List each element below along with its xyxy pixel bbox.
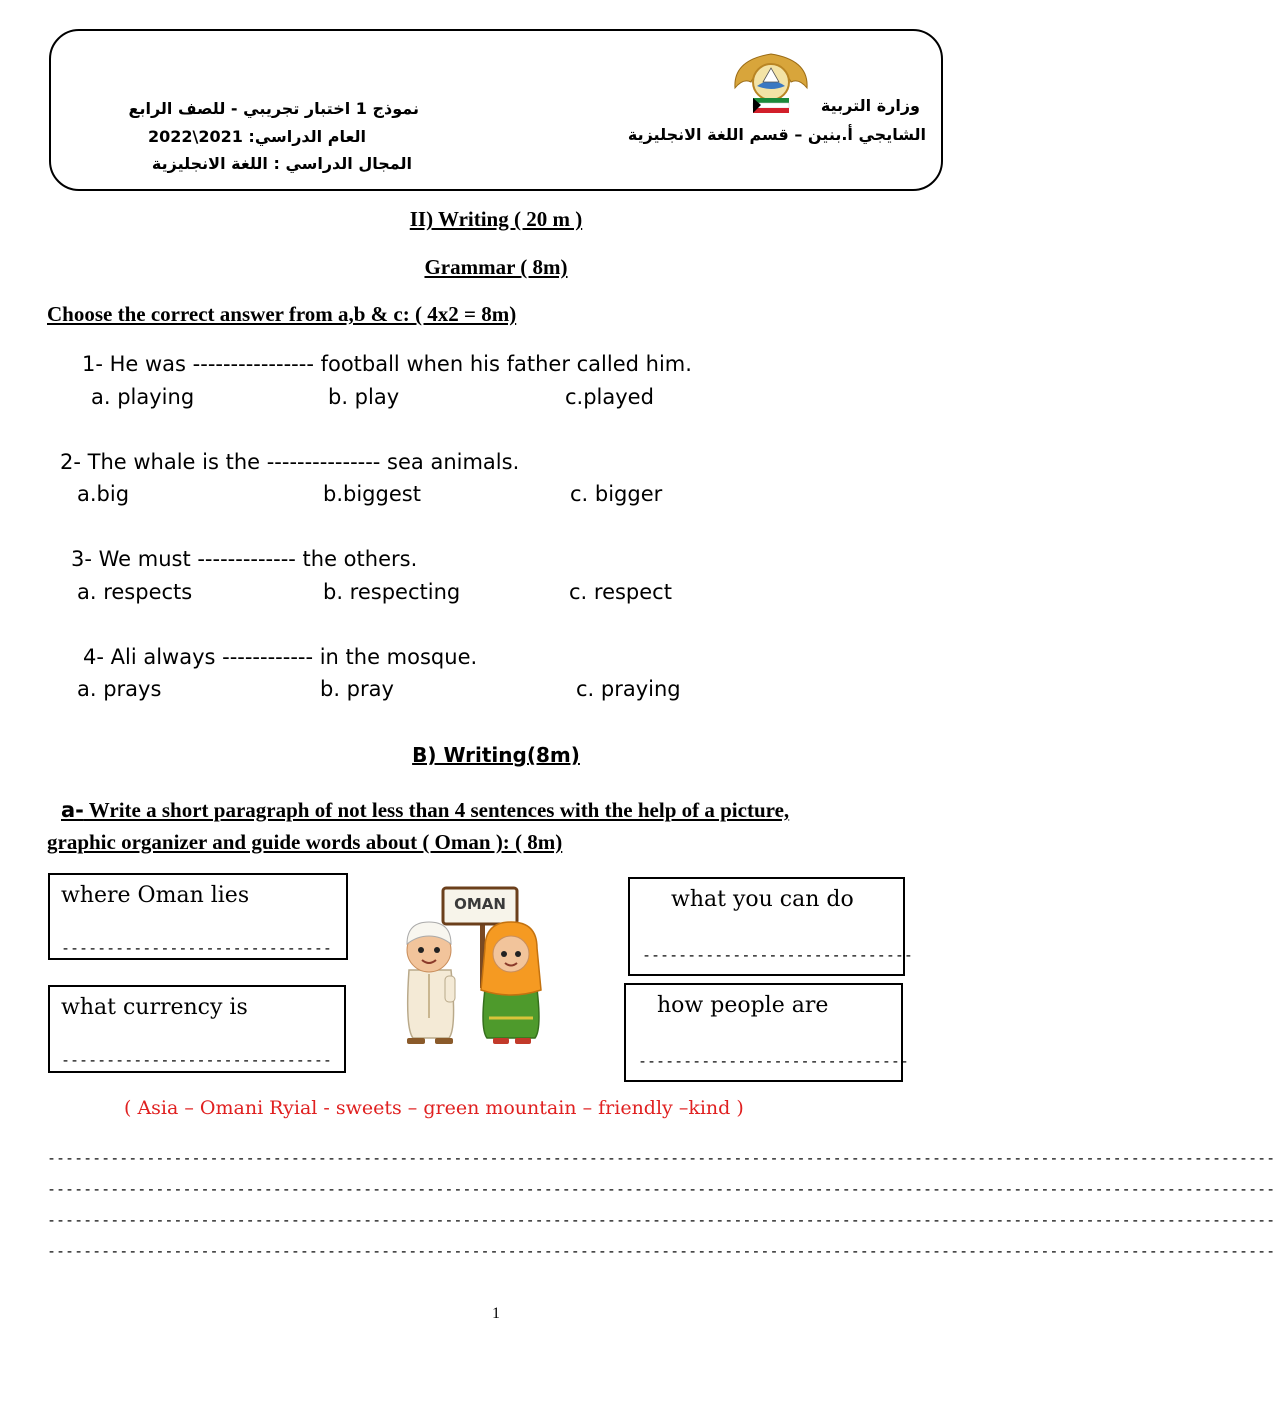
header-school-department: الشايجي أ.بنين – قسم اللغة الانجليزية <box>627 125 926 144</box>
oman-children-illustration <box>385 878 577 1046</box>
question-1-option-c[interactable]: c.played <box>565 385 654 409</box>
answer-line-4[interactable]: ---------------------------------------------------------------------------------------------------------------------------------------- <box>47 1242 1275 1260</box>
box-what-you-can-do <box>628 877 913 976</box>
oman-sign-text: OMAN <box>454 895 506 913</box>
question-3-stem: 3- We must ------------- the others. <box>71 547 418 571</box>
box-what-currency-is-label: what currency is <box>61 995 248 1020</box>
writing-title: B) Writing(8m) <box>412 743 580 767</box>
header-ministry: وزارة التربية <box>820 96 920 115</box>
question-1-stem: 1- He was ---------------- football when his father called him. <box>82 352 692 376</box>
guide-words: ( Asia – Omani Ryial - sweets – green mountain – friendly –kind ) <box>124 1097 744 1119</box>
instruction: Choose the correct answer from a,b & c: ( 4x2 = 8m) <box>47 302 517 326</box>
section-title: II) Writing ( 20 m ) <box>409 207 583 231</box>
question-2-option-a[interactable]: a.big <box>77 482 130 506</box>
box-what-you-can-do-blank[interactable]: ------------------------------ <box>642 946 913 964</box>
answer-line-2[interactable]: ---------------------------------------------------------------------------------------------------------------------------------------- <box>47 1180 1275 1198</box>
question-4-option-b[interactable]: b. pray <box>320 677 394 701</box>
question-1-option-b[interactable]: b. play <box>328 385 400 409</box>
ministry-logo <box>729 48 813 118</box>
page-number: 1 <box>492 1305 500 1322</box>
writing-prompt-prefix: a- <box>61 798 84 822</box>
header-academic-year: العام الدراسي: 2021\2022 <box>147 127 366 146</box>
box-where-oman-lies-blank[interactable]: ------------------------------ <box>61 939 332 957</box>
question-3-option-a[interactable]: a. respects <box>77 580 193 604</box>
writing-prompt-line2: graphic organizer and guide words about ( Oman ): ( 8m) <box>47 830 563 854</box>
question-3-option-c[interactable]: c. respect <box>569 580 672 604</box>
box-what-currency-is-blank[interactable]: ------------------------------ <box>61 1051 332 1069</box>
question-4-stem: 4- Ali always ------------ in the mosque. <box>83 645 478 669</box>
box-how-people-are-label: how people are <box>657 993 829 1018</box>
box-how-people-are <box>624 983 909 1082</box>
question-4-option-c[interactable]: c. praying <box>576 677 681 701</box>
question-4-option-a[interactable]: a. prays <box>77 677 162 701</box>
answer-line-1[interactable]: ---------------------------------------------------------------------------------------------------------------------------------------- <box>47 1149 1275 1167</box>
box-what-you-can-do-label: what you can do <box>671 887 854 912</box>
box-where-oman-lies-label: where Oman lies <box>61 883 250 908</box>
writing-prompt-line1 <box>47 798 789 823</box>
question-2-option-c[interactable]: c. bigger <box>570 482 663 506</box>
header-exam-model: نموذج 1 اختبار تجريبي - للصف الرابع <box>128 99 419 118</box>
box-what-currency-is <box>48 985 346 1073</box>
question-1-option-a[interactable]: a. playing <box>91 385 195 409</box>
box-where-oman-lies <box>48 873 348 960</box>
writing-prompt-text: Write a short paragraph of not less than 4 sentences with the help of a picture, <box>83 798 790 822</box>
question-2-option-b[interactable]: b.biggest <box>323 482 421 506</box>
grammar-title: Grammar ( 8m) <box>424 255 568 279</box>
question-3-option-b[interactable]: b. respecting <box>323 580 461 604</box>
question-2-stem: 2- The whale is the --------------- sea animals. <box>60 450 520 474</box>
header-subject: المجال الدراسي : اللغة الانجليزية <box>151 154 412 173</box>
box-how-people-are-blank[interactable]: ------------------------------ <box>638 1052 909 1070</box>
answer-line-3[interactable]: ---------------------------------------------------------------------------------------------------------------------------------------- <box>47 1211 1275 1229</box>
